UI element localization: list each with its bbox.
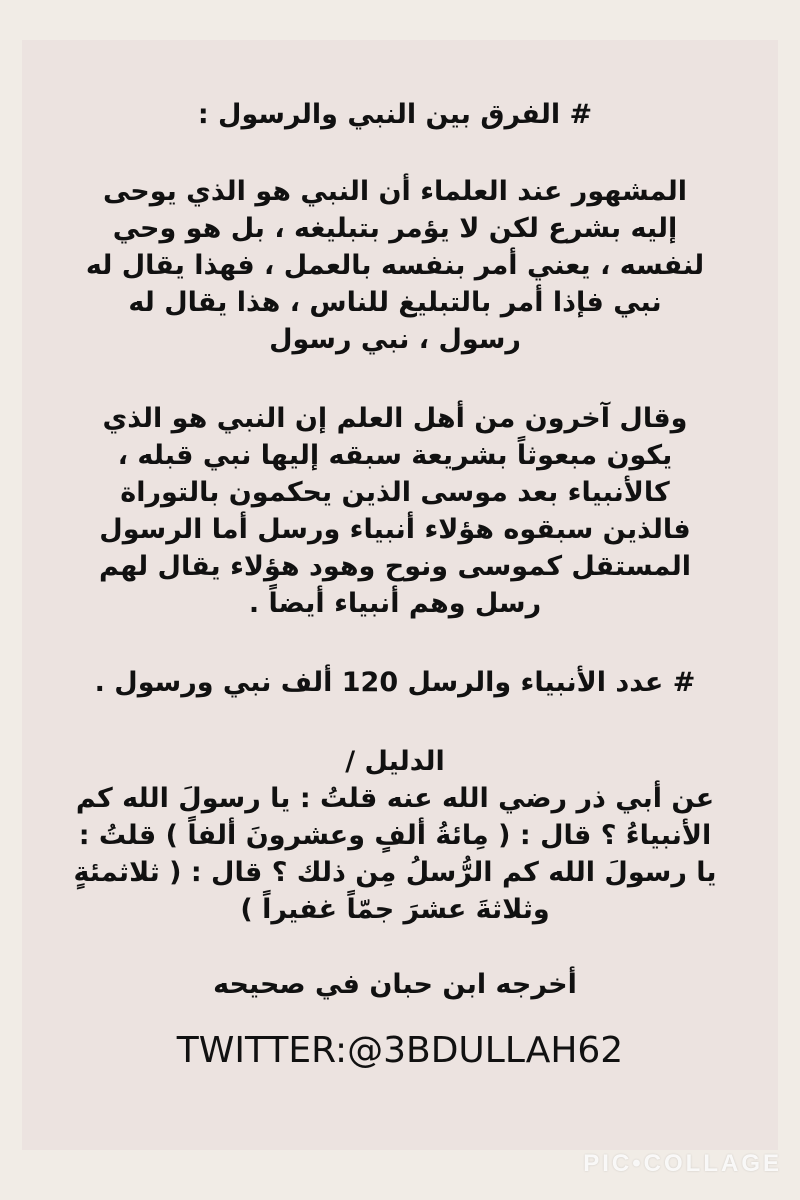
- paragraph-2-line: فالذين سبقوه هؤلاء أنبياء ورسل أما الرسول: [99, 514, 691, 545]
- source-citation: أخرجه ابن حبان في صحيحه: [213, 969, 577, 1000]
- paragraph-1-line: المشهور عند العلماء أن النبي هو الذي يوحى: [102, 176, 688, 207]
- paragraph-2: [40, 400, 750, 622]
- twitter-handle: TWITTER:@3BDULLAH62: [176, 1030, 624, 1071]
- evidence-section: [40, 743, 750, 928]
- evidence-line: عن أبي ذر رضي الله عنه قلتُ : يا رسولَ الله كم: [75, 783, 715, 814]
- paragraph-1-line: لنفسه ، يعني أمر بنفسه بالعمل ، فهذا يقال له: [85, 250, 705, 281]
- count-line: # عدد الأنبياء والرسل 120 ألف نبي ورسول .: [94, 667, 696, 698]
- article-text: [40, 96, 750, 1003]
- evidence-title: الدليل /: [345, 746, 445, 777]
- paragraph-1-line: إليه بشرع لكن لا يؤمر بتبليغه ، بل هو وحي: [112, 213, 678, 244]
- count-section: [40, 664, 750, 701]
- paragraph-1: [40, 173, 750, 358]
- evidence-line: وثلاثةَ عشرَ جمّاً غفيراً ): [240, 894, 550, 925]
- paragraph-2-line: يكون مبعوثاً بشريعة سبقه إليها نبي قبله ،: [117, 440, 673, 471]
- paragraph-1-line: نبي فإذا أمر بالتبليغ للناس ، هذا يقال له: [128, 287, 662, 318]
- paragraph-2-line: المستقل كموسى ونوح وهود هؤلاء يقال لهم: [99, 551, 691, 582]
- pic-collage-watermark: PIC•COLLAGE: [583, 1150, 782, 1177]
- paragraph-2-line: وقال آخرون من أهل العلم إن النبي هو الذي: [102, 403, 688, 434]
- paragraph-2-line: كالأنبياء بعد موسى الذين يحكمون بالتوراة: [120, 477, 670, 508]
- paragraph-1-line: رسول ، نبي رسول: [269, 324, 521, 355]
- evidence-line: يا رسولَ الله كم الرُّسلُ مِن ذلك ؟ قال : ( ثلاثمئةٍ: [73, 857, 717, 888]
- evidence-line: الأنبياءُ ؟ قال : ( مِائةُ ألفٍ وعشرونَ ألفاً ) قلتُ :: [78, 820, 712, 851]
- paragraph-2-line: رسل وهم أنبياء أيضاً .: [248, 588, 542, 619]
- title-heading: # الفرق بين النبي والرسول :: [197, 99, 593, 130]
